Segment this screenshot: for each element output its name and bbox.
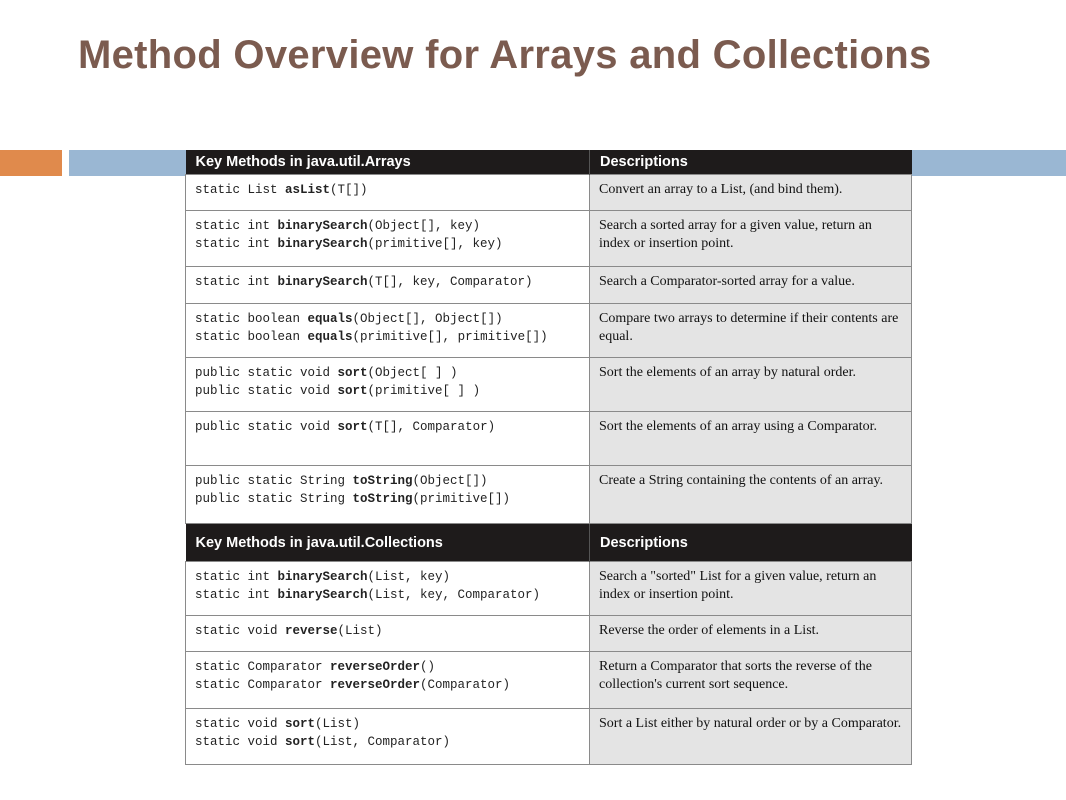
method-signature-cell	[186, 562, 590, 616]
table-row	[186, 616, 912, 652]
method-name: equals	[307, 312, 353, 326]
method-name: binarySearch	[277, 237, 368, 251]
method-name: sort	[337, 384, 368, 398]
method-name: toString	[352, 492, 413, 506]
signature-modifiers: static int	[195, 275, 278, 289]
table-row	[186, 175, 912, 211]
signature-modifiers: static int	[195, 588, 278, 602]
method-signature-line	[195, 328, 580, 346]
signature-params: (Object[])	[412, 474, 488, 488]
method-signature-cell	[186, 709, 590, 765]
method-signature-line	[195, 217, 580, 235]
method-overview-table	[185, 150, 912, 765]
method-name: binarySearch	[277, 219, 368, 233]
method-name: binarySearch	[277, 275, 368, 289]
method-signature-cell	[186, 466, 590, 524]
method-signature-cell	[186, 304, 590, 358]
signature-params: (Object[ ] )	[367, 366, 458, 380]
arrays-section	[186, 150, 912, 524]
table-row	[186, 358, 912, 412]
method-description-cell: Return a Comparator that sorts the reverse of the collection's current sort sequence.	[590, 652, 912, 709]
method-signature-line	[195, 472, 580, 490]
method-description-cell: Search a sorted array for a given value, return an index or insertion point.	[590, 211, 912, 267]
method-signature-line	[195, 490, 580, 508]
method-signature-cell	[186, 267, 590, 304]
signature-modifiers: public static void	[195, 366, 338, 380]
method-signature-line	[195, 382, 580, 400]
method-signature-cell	[186, 358, 590, 412]
signature-params: (Object[], key)	[367, 219, 481, 233]
method-description-cell: Sort the elements of an array by natural order.	[590, 358, 912, 412]
method-signature-line	[195, 622, 580, 640]
table-row	[186, 466, 912, 524]
method-name: sort	[285, 717, 316, 731]
signature-modifiers: static void	[195, 735, 286, 749]
signature-modifiers: static int	[195, 219, 278, 233]
signature-modifiers: static Comparator	[195, 660, 331, 674]
collections-desc-header: Descriptions	[590, 524, 912, 562]
method-signature-line	[195, 658, 580, 676]
table-row	[186, 267, 912, 304]
signature-modifiers: static boolean	[195, 330, 308, 344]
signature-params: (List)	[337, 624, 383, 638]
method-name: toString	[352, 474, 413, 488]
method-description-cell: Search a "sorted" List for a given value, return an index or insertion point.	[590, 562, 912, 616]
method-signature-line	[195, 676, 580, 694]
collections-methods-header: Key Methods in java.util.Collections	[186, 524, 590, 562]
signature-modifiers: public static String	[195, 492, 353, 506]
signature-params: (List)	[315, 717, 361, 731]
signature-params: (primitive[ ] )	[367, 384, 481, 398]
method-signature-line	[195, 733, 580, 751]
method-signature-line	[195, 364, 580, 382]
method-description-cell: Create a String containing the contents of an array.	[590, 466, 912, 524]
signature-params: (T[], key, Comparator)	[367, 275, 533, 289]
signature-modifiers: static Comparator	[195, 678, 331, 692]
method-description-cell: Compare two arrays to determine if their contents are equal.	[590, 304, 912, 358]
method-name: sort	[285, 735, 316, 749]
method-signature-cell	[186, 616, 590, 652]
method-signature-cell	[186, 652, 590, 709]
signature-params: (T[], Comparator)	[367, 420, 496, 434]
method-description-cell: Sort a List either by natural order or by a Comparator.	[590, 709, 912, 765]
table-row	[186, 709, 912, 765]
slide-title: Method Overview for Arrays and Collections	[78, 33, 932, 77]
signature-params: (Comparator)	[420, 678, 511, 692]
method-signature-cell	[186, 211, 590, 267]
table-row	[186, 412, 912, 466]
signature-modifiers: static int	[195, 237, 278, 251]
method-name: sort	[337, 420, 368, 434]
method-signature-line	[195, 418, 580, 436]
table-row	[186, 652, 912, 709]
signature-modifiers: public static void	[195, 420, 338, 434]
signature-modifiers: public static String	[195, 474, 353, 488]
method-name: binarySearch	[277, 570, 368, 584]
signature-modifiers: public static void	[195, 384, 338, 398]
method-signature-line	[195, 273, 580, 291]
method-name: sort	[337, 366, 368, 380]
signature-params: (Object[], Object[])	[352, 312, 503, 326]
arrays-methods-header: Key Methods in java.util.Arrays	[186, 150, 590, 175]
signature-params: (List, Comparator)	[315, 735, 451, 749]
signature-modifiers: static void	[195, 624, 286, 638]
method-signature-line	[195, 181, 580, 199]
collections-section	[186, 524, 912, 765]
accent-bar-orange	[0, 150, 62, 176]
signature-params: (List, key, Comparator)	[367, 588, 541, 602]
method-name: reverseOrder	[330, 660, 421, 674]
signature-params: (List, key)	[367, 570, 451, 584]
collections-header-row	[186, 524, 912, 562]
signature-params: (primitive[])	[412, 492, 511, 506]
method-description-cell: Convert an array to a List, (and bind them).	[590, 175, 912, 211]
method-name: binarySearch	[277, 588, 368, 602]
method-description-cell: Sort the elements of an array using a Comparator.	[590, 412, 912, 466]
signature-params: (primitive[], primitive[])	[352, 330, 548, 344]
method-description-cell: Search a Comparator-sorted array for a value.	[590, 267, 912, 304]
signature-params: (primitive[], key)	[367, 237, 503, 251]
method-signature-cell	[186, 175, 590, 211]
arrays-header-row	[186, 150, 912, 175]
method-table-wrapper	[185, 150, 911, 765]
signature-modifiers: static boolean	[195, 312, 308, 326]
signature-modifiers: static void	[195, 717, 286, 731]
method-name: reverseOrder	[330, 678, 421, 692]
table-row	[186, 304, 912, 358]
signature-modifiers: static int	[195, 570, 278, 584]
method-signature-line	[195, 586, 580, 604]
table-row	[186, 562, 912, 616]
signature-modifiers: static List	[195, 183, 286, 197]
table-row	[186, 211, 912, 267]
method-signature-line	[195, 310, 580, 328]
signature-params: (T[])	[330, 183, 368, 197]
method-signature-cell	[186, 412, 590, 466]
method-name: asList	[285, 183, 331, 197]
method-signature-line	[195, 235, 580, 253]
arrays-desc-header: Descriptions	[590, 150, 912, 175]
signature-params: ()	[420, 660, 436, 674]
method-name: reverse	[285, 624, 338, 638]
method-signature-line	[195, 715, 580, 733]
method-description-cell: Reverse the order of elements in a List.	[590, 616, 912, 652]
method-signature-line	[195, 568, 580, 586]
method-name: equals	[307, 330, 353, 344]
